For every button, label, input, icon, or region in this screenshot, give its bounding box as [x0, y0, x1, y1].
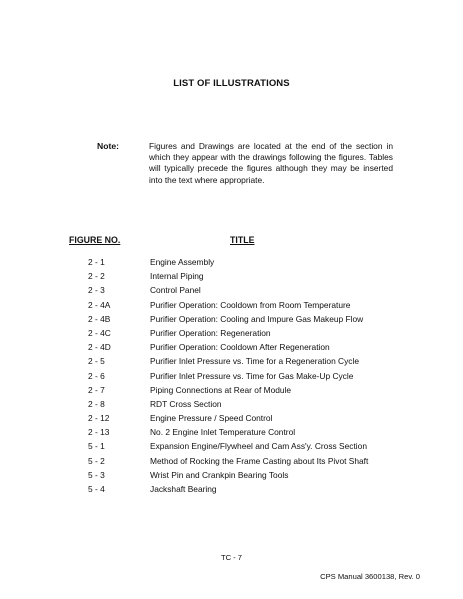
figure-number: 2 - 7: [88, 384, 105, 395]
figure-row: [0, 397, 463, 411]
figure-number: 2 - 1: [88, 257, 105, 267]
figure-number: 2 - 4C: [88, 327, 111, 338]
figure-number: 2 - 13: [88, 427, 110, 438]
figure-title: Wrist Pin and Crankpin Bearing Tools: [150, 469, 289, 480]
figure-row: [0, 425, 463, 439]
figure-title: Expansion Engine/Flywheel and Cam Ass'y. Cross Section: [150, 441, 367, 452]
figure-title: Engine Assembly: [150, 257, 215, 267]
figure-row: [0, 255, 463, 269]
figure-title: Purifier Inlet Pressure vs. Time for a Regeneration Cycle: [150, 356, 359, 367]
figure-number-column-header: FIGURE NO.: [69, 235, 121, 245]
page-title: LIST OF ILLUSTRATIONS: [173, 78, 290, 89]
figure-row: [0, 411, 463, 425]
title-column-header: TITLE: [230, 235, 255, 245]
figure-row: [0, 298, 463, 312]
figure-title: Control Panel: [150, 285, 201, 296]
manual-reference: CPS Manual 3600138, Rev. 0: [320, 572, 420, 581]
figure-number: 2 - 4B: [88, 313, 111, 324]
figure-row: [0, 369, 463, 383]
figure-number: 2 - 3: [88, 285, 105, 296]
figure-row: [0, 326, 463, 340]
figure-title: Piping Connections at Rear of Module: [150, 384, 292, 395]
figure-number: 5 - 1: [88, 441, 105, 452]
figure-row: [0, 383, 463, 397]
figure-number: 5 - 2: [88, 455, 105, 466]
figure-row: [0, 340, 463, 354]
figure-title: RDT Cross Section: [150, 398, 222, 409]
figure-number: 2 - 8: [88, 398, 105, 409]
page-number: TC - 7: [220, 553, 243, 562]
figure-title: Method of Rocking the Frame Casting about Its Pivot Shaft: [150, 455, 369, 466]
figure-number: 2 - 6: [88, 370, 105, 381]
figure-row: [0, 283, 463, 297]
figure-number: 2 - 2: [88, 271, 105, 282]
figure-number: 2 - 4D: [88, 342, 111, 353]
figure-row: [0, 354, 463, 368]
figure-number: 2 - 5: [88, 356, 105, 367]
figure-row: [0, 439, 463, 453]
figure-title: Internal Piping: [150, 271, 204, 282]
note-text: Figures and Drawings are located at the end of the section in which they appear with the drawings following the figures. Tables will typically precede the figures although they may be inserted into the text where appropriate.: [149, 141, 393, 185]
figure-row: [0, 482, 463, 496]
figure-title: Purifier Operation: Cooldown from Room Temperature: [150, 299, 351, 310]
figure-title: Purifier Operation: Cooldown After Regeneration: [150, 342, 330, 353]
figure-list: [0, 255, 463, 496]
figure-title: Jackshaft Bearing: [150, 484, 217, 494]
figure-row: [0, 269, 463, 283]
figure-number: 2 - 12: [88, 413, 110, 424]
figure-title: Purifier Inlet Pressure vs. Time for Gas Make-Up Cycle: [150, 370, 354, 381]
figure-number: 5 - 4: [88, 484, 105, 494]
figure-title: Engine Pressure / Speed Control: [150, 413, 273, 424]
figure-number: 5 - 3: [88, 469, 105, 480]
figure-row: [0, 468, 463, 482]
figure-title: No. 2 Engine Inlet Temperature Control: [150, 427, 296, 438]
figure-title: Purifier Operation: Regeneration: [150, 327, 271, 338]
figure-row: [0, 312, 463, 326]
figure-row: [0, 454, 463, 468]
figure-number: 2 - 4A: [88, 299, 111, 310]
note-label: Note:: [97, 141, 119, 151]
figure-title: Purifier Operation: Cooling and Impure Gas Makeup Flow: [150, 313, 364, 324]
